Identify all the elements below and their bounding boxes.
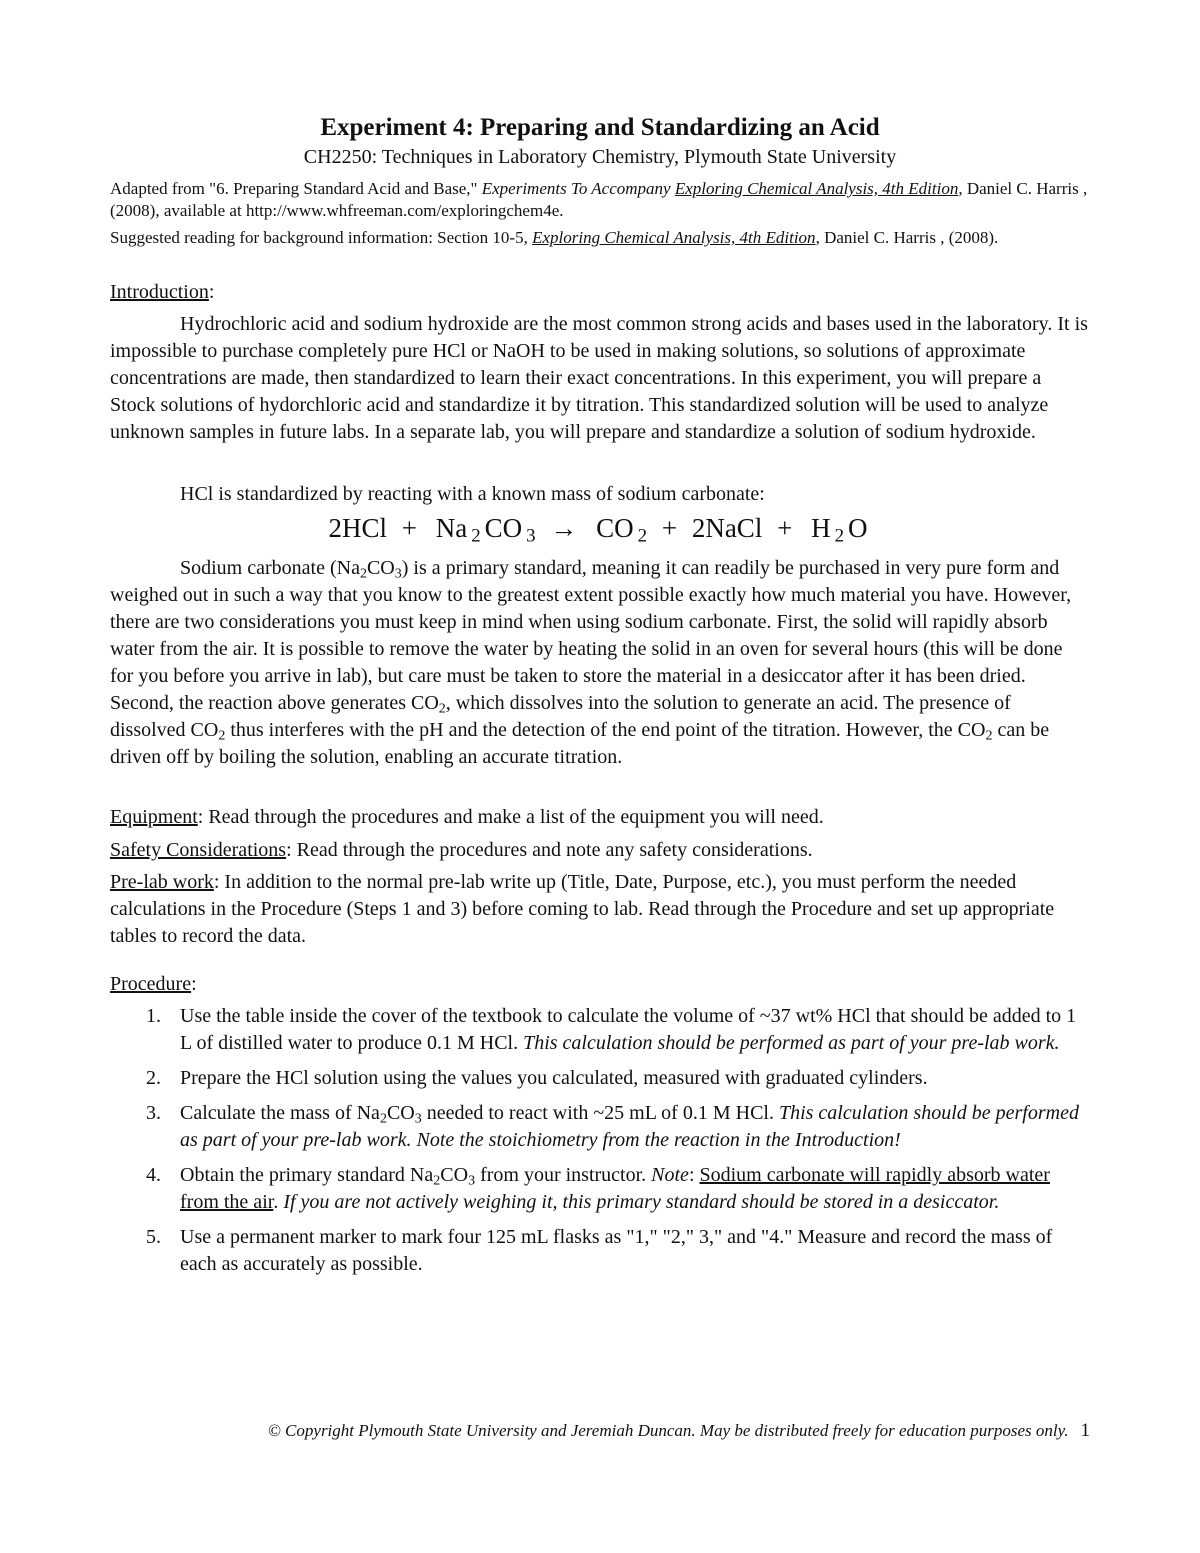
eq-sub: 2 — [637, 525, 648, 547]
step-text: Prepare the HCl solution using the values you calculated, measured with graduated cylinders. — [180, 1067, 928, 1089]
introduction-label: Introduction — [110, 281, 209, 303]
sodium-carbonate-paragraph — [110, 555, 1090, 771]
step-text: Obtain the primary standard Na — [180, 1164, 434, 1186]
step-text: Use the table inside the cover of the textbook to calculate the volume of ~37 wt% HCl that should be added to 1 L of distilled water to produce 0.1 M HCl. — [180, 1005, 1077, 1054]
p3-text: can be driven off by boiling the solution, enabling an accurate titration. — [110, 719, 1050, 768]
eq-term-hcl: 2HCl — [328, 513, 387, 543]
adapted-italic: Experiments To Accompany — [481, 179, 675, 198]
procedure-label: Procedure — [110, 973, 192, 995]
step-text: Calculate the mass of Na — [180, 1102, 380, 1124]
eq-term-h2o — [807, 513, 871, 547]
p3-sub: 2 — [985, 728, 993, 744]
step-text: needed to react with ~25 mL of 0.1 M HCl. — [421, 1102, 779, 1124]
eq-h: H — [811, 513, 831, 543]
step-text: Use a permanent marker to mark four 125 mL flasks as "1," "2," 3," and "4." Measure and record the mass of each as accurately as possible. — [180, 1226, 1053, 1275]
adapted-book-title: Exploring Chemical Analysis, 4th Edition — [674, 179, 959, 198]
copyright-notice: © Copyright Plymouth State University and Jeremiah Duncan. May be distributed freely for education purposes only. — [267, 1421, 1069, 1440]
eq-term-na2co3 — [432, 513, 536, 547]
step-number: 5. — [146, 1226, 161, 1248]
step-text: . — [273, 1191, 284, 1213]
procedure-step — [110, 1162, 1090, 1216]
step-number: 3. — [146, 1102, 161, 1124]
eq-o: O — [848, 513, 868, 543]
eq-plus: + — [777, 513, 793, 543]
procedure-colon: : — [191, 973, 197, 995]
safety-section — [110, 837, 1090, 864]
step-sub: 3 — [468, 1173, 476, 1189]
eq-co: CO — [596, 513, 634, 543]
eq-sub: 3 — [526, 525, 536, 547]
step-italic-note: This calculation should be performed as part of your pre-lab work. Note the stoichiometry from the reaction in the Introduction! — [180, 1102, 1079, 1151]
step-italic-note: If you are not actively weighing it, this primary standard should be stored in a desiccator. — [283, 1191, 1000, 1213]
step-number: 4. — [146, 1164, 161, 1186]
page-footer — [110, 1420, 1090, 1442]
prelab-label: Pre-lab work — [110, 871, 214, 893]
safety-text: : Read through the procedures and note any safety considerations. — [286, 839, 813, 861]
p3-sub: 2 — [218, 728, 226, 744]
step-sub: 3 — [414, 1111, 422, 1127]
eq-co: CO — [484, 513, 523, 543]
introduction-paragraph-1: Hydrochloric acid and sodium hydroxide are the most common strong acids and bases used in the laboratory. It is impossible to purchase completely pure HCl or NaOH to be used in making solutions, so solutions of approximate concentrations are made, then standardized to learn their exact concentrations. In this experiment, you will prepare a Stock solutions of hydorchloric acid and standardize it by titration. This standardized solution will be used to analyze unknown samples in future labs. In a separate lab, you will prepare and standardize a solution of sodium hydroxide. — [110, 313, 1088, 443]
procedure-list — [110, 1003, 1090, 1286]
eq-arrow: → — [550, 513, 578, 543]
suggested-reading — [110, 227, 1090, 249]
reading-prefix: Suggested reading for background information: Section 10-5, — [110, 228, 533, 247]
eq-na: Na — [435, 513, 468, 543]
step-sub: 2 — [433, 1173, 441, 1189]
procedure-step — [110, 1003, 1090, 1057]
step-note-label: Note — [651, 1164, 689, 1186]
procedure-step — [110, 1100, 1090, 1154]
p3-text: Sodium carbonate (Na — [180, 557, 360, 579]
adapted-prefix: Adapted from "6. Preparing Standard Acid and Base," — [110, 179, 482, 198]
introduction-colon: : — [208, 281, 215, 303]
p3-sub: 3 — [394, 566, 402, 582]
eq-term-nacl: 2NaCl — [691, 513, 763, 543]
document-subtitle: CH2250: Techniques in Laboratory Chemistry, Plymouth State University — [303, 146, 897, 168]
eq-sub: 2 — [471, 525, 481, 547]
p3-text: , which dissolves into the solution to generate an acid. The presence of dissolved CO — [110, 692, 1011, 741]
step-sub: 2 — [379, 1111, 387, 1127]
document-title: Experiment 4: Preparing and Standardizing an Acid — [320, 114, 880, 141]
prelab-section — [110, 869, 1090, 950]
p3-text: thus interferes with the pH and the detection of the end point of the titration. However, the CO — [225, 719, 986, 741]
reaction-equation — [0, 513, 1200, 547]
adapted-suffix: , Daniel C. Harris ,(2008), available at http://www.whfreeman.com/exploringchem4e. — [110, 179, 1088, 220]
introduction-paragraph-2: HCl is standardized by reacting with a known mass of sodium carbonate: — [180, 483, 765, 505]
step-number: 2. — [146, 1067, 161, 1089]
procedure-step — [110, 1224, 1090, 1278]
step-underlined-warning: Sodium carbonate will rapidly absorb water from the air — [180, 1164, 1050, 1213]
equipment-text: : Read through the procedures and make a list of the equipment you will need. — [197, 806, 824, 828]
procedure-step — [110, 1065, 1090, 1092]
step-italic-note: This calculation should be performed as part of your pre-lab work. — [523, 1032, 1060, 1054]
eq-plus: + — [661, 513, 678, 543]
step-text: from your instructor. — [475, 1164, 652, 1186]
equipment-section — [110, 804, 1090, 831]
eq-sub: 2 — [834, 525, 845, 547]
adapted-from-note — [110, 178, 1090, 222]
procedure-heading — [110, 971, 1090, 998]
p3-text: CO — [366, 557, 395, 579]
page-number: 1 — [1080, 1420, 1090, 1441]
eq-term-co2 — [592, 513, 648, 547]
equipment-label: Equipment — [110, 806, 198, 828]
p3-text: ) is a primary standard, meaning it can readily be purchased in very pure form and weighed out in such a way that you know to the greatest extent possible exactly how much material you have. However, there are two considerations you must keep in mind when using sodium carbonate. First, the solid will rapidly absorb water from the air. It is possible to remove the water by heating the solid in an oven for several hours (this will be done for you before you arrive in lab), but care must be taken to store the material in a desiccator after it has been dried. Second, the reaction above generates CO — [110, 557, 1072, 714]
p3-sub: 2 — [438, 701, 446, 717]
step-text: : — [688, 1164, 700, 1186]
step-number: 1. — [146, 1005, 161, 1027]
step-text: CO — [386, 1102, 415, 1124]
reading-suffix: , Daniel C. Harris , (2008). — [815, 228, 999, 247]
p3-sub: 2 — [359, 566, 367, 582]
eq-plus: + — [401, 513, 417, 543]
reading-book-title: Exploring Chemical Analysis, 4th Edition — [532, 228, 816, 247]
safety-label: Safety Considerations — [110, 839, 287, 861]
step-text: CO — [440, 1164, 469, 1186]
prelab-text: : In addition to the normal pre-lab write up (Title, Date, Purpose, etc.), you must perform the needed calculations in the Procedure (Steps 1 and 3) before coming to lab. Read through the Procedure and set up appropriate tables to record the data. — [110, 871, 1055, 947]
introduction-heading — [110, 279, 1090, 306]
